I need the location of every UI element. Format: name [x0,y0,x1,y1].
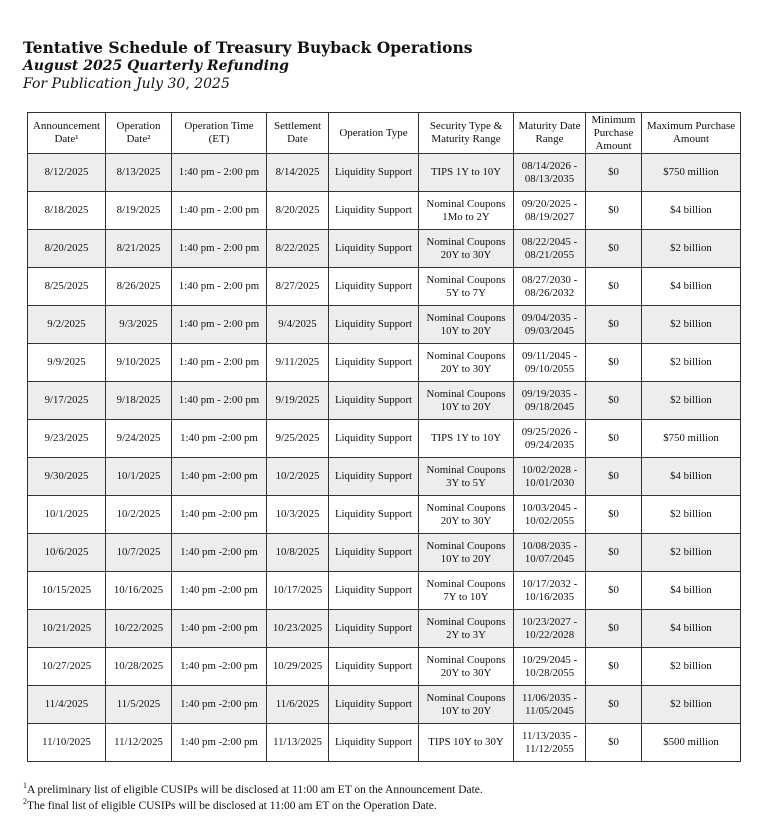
cell-security-type: Nominal Coupons 3Y to 5Y [419,458,514,496]
cell-minimum-purchase: $0 [586,306,642,344]
column-header-maturity-date-range: Maturity Date Range [514,113,586,154]
cell-announcement-date: 9/2/2025 [28,306,106,344]
column-header-minimum-purchase: Minimum Purchase Amount [586,113,642,154]
footnote-mark: 2 [23,797,27,807]
cell-maturity-date-range: 10/02/2028 - 10/01/2030 [514,458,586,496]
cell-settlement-date: 10/8/2025 [267,534,329,572]
cell-operation-type: Liquidity Support [329,648,419,686]
column-header-maximum-purchase: Maximum Purchase Amount [642,113,741,154]
cell-announcement-date: 9/17/2025 [28,382,106,420]
cell-operation-date: 8/13/2025 [106,154,172,192]
cell-settlement-date: 11/13/2025 [267,724,329,762]
cell-maturity-date-range: 08/14/2026 - 08/13/2035 [514,154,586,192]
publication-date: For Publication July 30, 2025 [23,76,230,92]
cell-minimum-purchase: $0 [586,534,642,572]
cell-operation-date: 10/16/2025 [106,572,172,610]
table-row [28,572,741,610]
cell-minimum-purchase: $0 [586,344,642,382]
column-header-settlement-date: Settlement Date [267,113,329,154]
cell-operation-type: Liquidity Support [329,724,419,762]
cell-operation-date: 10/2/2025 [106,496,172,534]
table-row [28,344,741,382]
cell-maturity-date-range: 09/11/2045 - 09/10/2055 [514,344,586,382]
cell-operation-type: Liquidity Support [329,382,419,420]
cell-minimum-purchase: $0 [586,382,642,420]
cell-operation-time: 1:40 pm -2:00 pm [172,572,267,610]
cell-operation-type: Liquidity Support [329,268,419,306]
table-row [28,382,741,420]
cell-security-type: Nominal Coupons 10Y to 20Y [419,306,514,344]
cell-operation-type: Liquidity Support [329,306,419,344]
cell-operation-date: 10/7/2025 [106,534,172,572]
cell-operation-date: 11/12/2025 [106,724,172,762]
cell-maximum-purchase: $4 billion [642,572,741,610]
cell-maximum-purchase: $2 billion [642,648,741,686]
cell-announcement-date: 11/4/2025 [28,686,106,724]
cell-maturity-date-range: 09/25/2026 - 09/24/2035 [514,420,586,458]
cell-security-type: Nominal Coupons 20Y to 30Y [419,496,514,534]
cell-operation-date: 10/1/2025 [106,458,172,496]
footnote-text: A preliminary list of eligible CUSIPs will be disclosed at 11:00 am ET on the Announcement Date. [27,784,483,796]
cell-operation-type: Liquidity Support [329,154,419,192]
cell-maturity-date-range: 10/23/2027 - 10/22/2028 [514,610,586,648]
cell-security-type: Nominal Coupons 2Y to 3Y [419,610,514,648]
table-row [28,610,741,648]
cell-operation-type: Liquidity Support [329,496,419,534]
cell-maturity-date-range: 09/19/2035 - 09/18/2045 [514,382,586,420]
cell-minimum-purchase: $0 [586,572,642,610]
footnote-mark: 1 [23,781,27,791]
cell-security-type: Nominal Coupons 10Y to 20Y [419,382,514,420]
cell-operation-type: Liquidity Support [329,610,419,648]
column-header-security-type: Security Type & Maturity Range [419,113,514,154]
cell-maturity-date-range: 10/29/2045 - 10/28/2055 [514,648,586,686]
cell-operation-time: 1:40 pm -2:00 pm [172,458,267,496]
cell-settlement-date: 8/27/2025 [267,268,329,306]
cell-operation-time: 1:40 pm -2:00 pm [172,610,267,648]
column-header-operation-type: Operation Type [329,113,419,154]
cell-operation-date: 10/22/2025 [106,610,172,648]
cell-maximum-purchase: $4 billion [642,610,741,648]
table-row [28,192,741,230]
cell-settlement-date: 10/17/2025 [267,572,329,610]
cell-operation-type: Liquidity Support [329,344,419,382]
cell-operation-time: 1:40 pm - 2:00 pm [172,154,267,192]
cell-minimum-purchase: $0 [586,420,642,458]
cell-operation-time: 1:40 pm -2:00 pm [172,420,267,458]
cell-maximum-purchase: $2 billion [642,230,741,268]
cell-settlement-date: 9/25/2025 [267,420,329,458]
cell-security-type: TIPS 10Y to 30Y [419,724,514,762]
footnote-2 [23,798,483,814]
table-row [28,154,741,192]
cell-announcement-date: 8/18/2025 [28,192,106,230]
table-row [28,534,741,572]
column-header-operation-time: Operation Time (ET) [172,113,267,154]
cell-operation-type: Liquidity Support [329,534,419,572]
cell-announcement-date: 8/12/2025 [28,154,106,192]
cell-security-type: TIPS 1Y to 10Y [419,154,514,192]
column-header-operation-date: Operation Date² [106,113,172,154]
cell-operation-type: Liquidity Support [329,458,419,496]
cell-maturity-date-range: 10/03/2045 - 10/02/2055 [514,496,586,534]
footnote-1 [23,782,483,798]
cell-security-type: Nominal Coupons 10Y to 20Y [419,534,514,572]
cell-maturity-date-range: 11/13/2035 - 11/12/2055 [514,724,586,762]
cell-operation-time: 1:40 pm -2:00 pm [172,534,267,572]
cell-settlement-date: 9/11/2025 [267,344,329,382]
cell-maximum-purchase: $2 billion [642,344,741,382]
cell-operation-time: 1:40 pm - 2:00 pm [172,230,267,268]
cell-security-type: TIPS 1Y to 10Y [419,420,514,458]
cell-maximum-purchase: $4 billion [642,192,741,230]
cell-maximum-purchase: $2 billion [642,496,741,534]
cell-settlement-date: 10/29/2025 [267,648,329,686]
cell-maximum-purchase: $2 billion [642,686,741,724]
cell-security-type: Nominal Coupons 20Y to 30Y [419,344,514,382]
table-row [28,458,741,496]
cell-settlement-date: 10/3/2025 [267,496,329,534]
cell-operation-date: 8/26/2025 [106,268,172,306]
cell-maximum-purchase: $750 million [642,420,741,458]
footnote-text: The final list of eligible CUSIPs will be disclosed at 11:00 am ET on the Operation Date. [27,800,437,812]
table-row [28,724,741,762]
cell-announcement-date: 10/21/2025 [28,610,106,648]
cell-announcement-date: 9/30/2025 [28,458,106,496]
cell-minimum-purchase: $0 [586,686,642,724]
cell-announcement-date: 8/25/2025 [28,268,106,306]
cell-operation-type: Liquidity Support [329,192,419,230]
cell-operation-time: 1:40 pm - 2:00 pm [172,192,267,230]
cell-operation-time: 1:40 pm - 2:00 pm [172,306,267,344]
cell-security-type: Nominal Coupons 1Mo to 2Y [419,192,514,230]
cell-operation-type: Liquidity Support [329,420,419,458]
column-header-announcement-date: Announcement Date¹ [28,113,106,154]
cell-announcement-date: 11/10/2025 [28,724,106,762]
cell-operation-time: 1:40 pm - 2:00 pm [172,344,267,382]
cell-maximum-purchase: $4 billion [642,458,741,496]
footnotes [23,782,483,814]
cell-announcement-date: 8/20/2025 [28,230,106,268]
table-row [28,230,741,268]
cell-settlement-date: 8/20/2025 [267,192,329,230]
cell-announcement-date: 10/27/2025 [28,648,106,686]
cell-security-type: Nominal Coupons 5Y to 7Y [419,268,514,306]
cell-announcement-date: 10/15/2025 [28,572,106,610]
cell-settlement-date: 10/2/2025 [267,458,329,496]
cell-operation-time: 1:40 pm -2:00 pm [172,648,267,686]
cell-operation-type: Liquidity Support [329,686,419,724]
cell-settlement-date: 10/23/2025 [267,610,329,648]
table-row [28,306,741,344]
cell-settlement-date: 9/19/2025 [267,382,329,420]
cell-announcement-date: 9/23/2025 [28,420,106,458]
cell-operation-date: 9/10/2025 [106,344,172,382]
header-row [28,113,741,154]
cell-maturity-date-range: 09/20/2025 - 08/19/2027 [514,192,586,230]
table-row [28,268,741,306]
cell-maximum-purchase: $750 million [642,154,741,192]
cell-settlement-date: 8/14/2025 [267,154,329,192]
cell-settlement-date: 9/4/2025 [267,306,329,344]
cell-security-type: Nominal Coupons 20Y to 30Y [419,648,514,686]
cell-minimum-purchase: $0 [586,610,642,648]
table-row [28,496,741,534]
cell-minimum-purchase: $0 [586,648,642,686]
table-row [28,648,741,686]
document-subtitle: August 2025 Quarterly Refunding [23,58,289,74]
cell-maturity-date-range: 11/06/2035 - 11/05/2045 [514,686,586,724]
cell-operation-date: 11/5/2025 [106,686,172,724]
table-body [28,154,741,762]
cell-minimum-purchase: $0 [586,230,642,268]
cell-maximum-purchase: $2 billion [642,534,741,572]
cell-operation-date: 8/21/2025 [106,230,172,268]
cell-operation-time: 1:40 pm -2:00 pm [172,724,267,762]
cell-minimum-purchase: $0 [586,192,642,230]
cell-minimum-purchase: $0 [586,458,642,496]
cell-operation-time: 1:40 pm -2:00 pm [172,496,267,534]
cell-settlement-date: 8/22/2025 [267,230,329,268]
cell-operation-date: 9/3/2025 [106,306,172,344]
table-row [28,420,741,458]
cell-security-type: Nominal Coupons 7Y to 10Y [419,572,514,610]
cell-maximum-purchase: $4 billion [642,268,741,306]
cell-minimum-purchase: $0 [586,154,642,192]
cell-maturity-date-range: 08/27/2030 - 08/26/2032 [514,268,586,306]
cell-maturity-date-range: 08/22/2045 - 08/21/2055 [514,230,586,268]
cell-maturity-date-range: 09/04/2035 - 09/03/2045 [514,306,586,344]
table-header [28,113,741,154]
cell-operation-type: Liquidity Support [329,230,419,268]
cell-maximum-purchase: $2 billion [642,382,741,420]
title-block [23,38,473,93]
cell-maximum-purchase: $500 million [642,724,741,762]
cell-minimum-purchase: $0 [586,268,642,306]
cell-announcement-date: 10/1/2025 [28,496,106,534]
cell-settlement-date: 11/6/2025 [267,686,329,724]
cell-security-type: Nominal Coupons 10Y to 20Y [419,686,514,724]
cell-operation-time: 1:40 pm - 2:00 pm [172,382,267,420]
cell-maturity-date-range: 10/17/2032 - 10/16/2035 [514,572,586,610]
cell-minimum-purchase: $0 [586,496,642,534]
cell-operation-time: 1:40 pm - 2:00 pm [172,268,267,306]
cell-minimum-purchase: $0 [586,724,642,762]
document-title: Tentative Schedule of Treasury Buyback Operations [23,38,473,57]
cell-operation-date: 10/28/2025 [106,648,172,686]
cell-security-type: Nominal Coupons 20Y to 30Y [419,230,514,268]
cell-announcement-date: 10/6/2025 [28,534,106,572]
cell-operation-date: 8/19/2025 [106,192,172,230]
cell-maximum-purchase: $2 billion [642,306,741,344]
table-row [28,686,741,724]
cell-operation-time: 1:40 pm -2:00 pm [172,686,267,724]
cell-operation-type: Liquidity Support [329,572,419,610]
cell-announcement-date: 9/9/2025 [28,344,106,382]
buyback-schedule-table [27,112,741,762]
cell-operation-date: 9/18/2025 [106,382,172,420]
cell-operation-date: 9/24/2025 [106,420,172,458]
cell-maturity-date-range: 10/08/2035 - 10/07/2045 [514,534,586,572]
